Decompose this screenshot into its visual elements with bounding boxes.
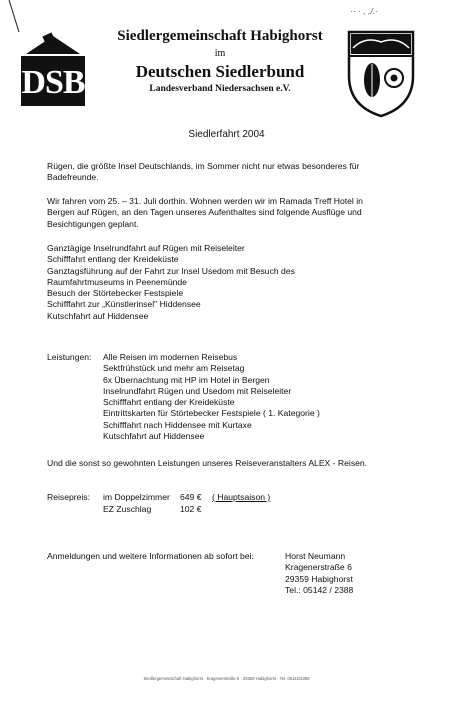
excursion-item: Ganztägige Inselrundfahrt auf Rügen mit Reiseleiter: [47, 243, 245, 253]
excursion-item: Raumfahrtmuseums in Peenemünde: [47, 276, 187, 287]
leistung-item: Inselrundfahrt Rügen und Usedom mit Reiseleiter: [103, 385, 292, 396]
contact-name: Horst Neumann: [285, 551, 346, 561]
leistung-item: Kutschfahrt auf Hiddensee: [103, 431, 205, 442]
travel-paragraph: Wir fahren vom 25. – 31. Juli dorthin. Wohnen werden wir im Ramada Treff Hotel in Bergen auf Rügen, an den Tagen unseres Aufenthaltes sind folgende Ausflüge und Besichtigungen geplant.: [47, 196, 363, 229]
intro-paragraph: Rügen, die größte Insel Deutschlands, im Sommer nicht nur etwas besonderes für Badefreunde.: [47, 161, 360, 183]
leistung-item: Schifffahrt entlang der Kreideküste: [103, 397, 235, 408]
dsb-logo: [18, 26, 88, 108]
footer-line: Siedlergemeinschaft Habighorst · Kragenerstraße 6 · 29359 Habighorst · Tel. 05142/2388: [143, 676, 310, 681]
extra-services: Und die sonst so gewohnten Leistungen unseres Reiseveranstalters ALEX - Reisen.: [47, 458, 368, 468]
leistung-item: Sektfrühstück und mehr am Reisetag: [103, 363, 245, 374]
organization-title: Siedlergemeinschaft Habighorst: [117, 28, 323, 44]
logo-letters: DSB: [21, 64, 85, 101]
excursion-item: Kutschfahrt auf Hiddensee: [47, 310, 149, 321]
price-note-hauptsaison: ( Hauptsaison ): [212, 492, 271, 502]
leistung-item: Schifffahrt nach Hiddensee mit Kurtaxe: [103, 419, 252, 430]
contact-phone: Tel.: 05142 / 2388: [285, 584, 354, 595]
leistung-item: Alle Reisen im modernen Reisebus: [103, 352, 238, 362]
leistung-item: 6x Übernachtung mit HP im Hotel in Bergen: [103, 374, 270, 385]
excursion-item: Schifffahrt entlang der Kreideküste: [47, 254, 179, 265]
document-heading: Siedlerfahrt 2004: [188, 129, 265, 140]
price-amount-single: 102 €: [180, 504, 202, 514]
organization-subtitle: Deutschen Siedlerbund: [135, 62, 305, 81]
leistung-item: Eintrittskarten für Störtebecker Festspiele ( 1. Kategorie ): [103, 408, 320, 419]
excursion-item: Schifffahrt zur „Künstlerinsel" Hiddensee: [47, 299, 201, 310]
contact-block: [285, 551, 353, 596]
price-item-single: EZ Zuschlag: [103, 504, 152, 514]
landesverband-label: Landesverband Niedersachsen e.V.: [149, 84, 291, 94]
contact-street: Kragenerstraße 6: [285, 562, 352, 573]
leistungen-label: Leistungen:: [47, 352, 92, 362]
coat-of-arms-icon: [345, 28, 417, 118]
contact-label: Anmeldungen und weitere Informationen ab sofort bei:: [47, 551, 254, 561]
price-item-double: im Doppelzimmer: [103, 492, 170, 502]
price-amount-double: 649 €: [180, 492, 202, 502]
excursion-item: Besuch der Störtebecker Festspiele: [47, 288, 184, 299]
im-label: im: [214, 48, 226, 59]
leistungen-list: [103, 352, 320, 442]
excursion-item: Ganztagsführung auf der Fahrt zur Insel Usedom mit Besuch des: [47, 265, 295, 276]
contact-city: 29359 Habighorst: [285, 573, 353, 584]
price-label: Reisepreis:: [47, 492, 90, 502]
excursion-list: [47, 243, 295, 322]
corner-scribble: ·· · , ,/.·: [350, 6, 379, 16]
